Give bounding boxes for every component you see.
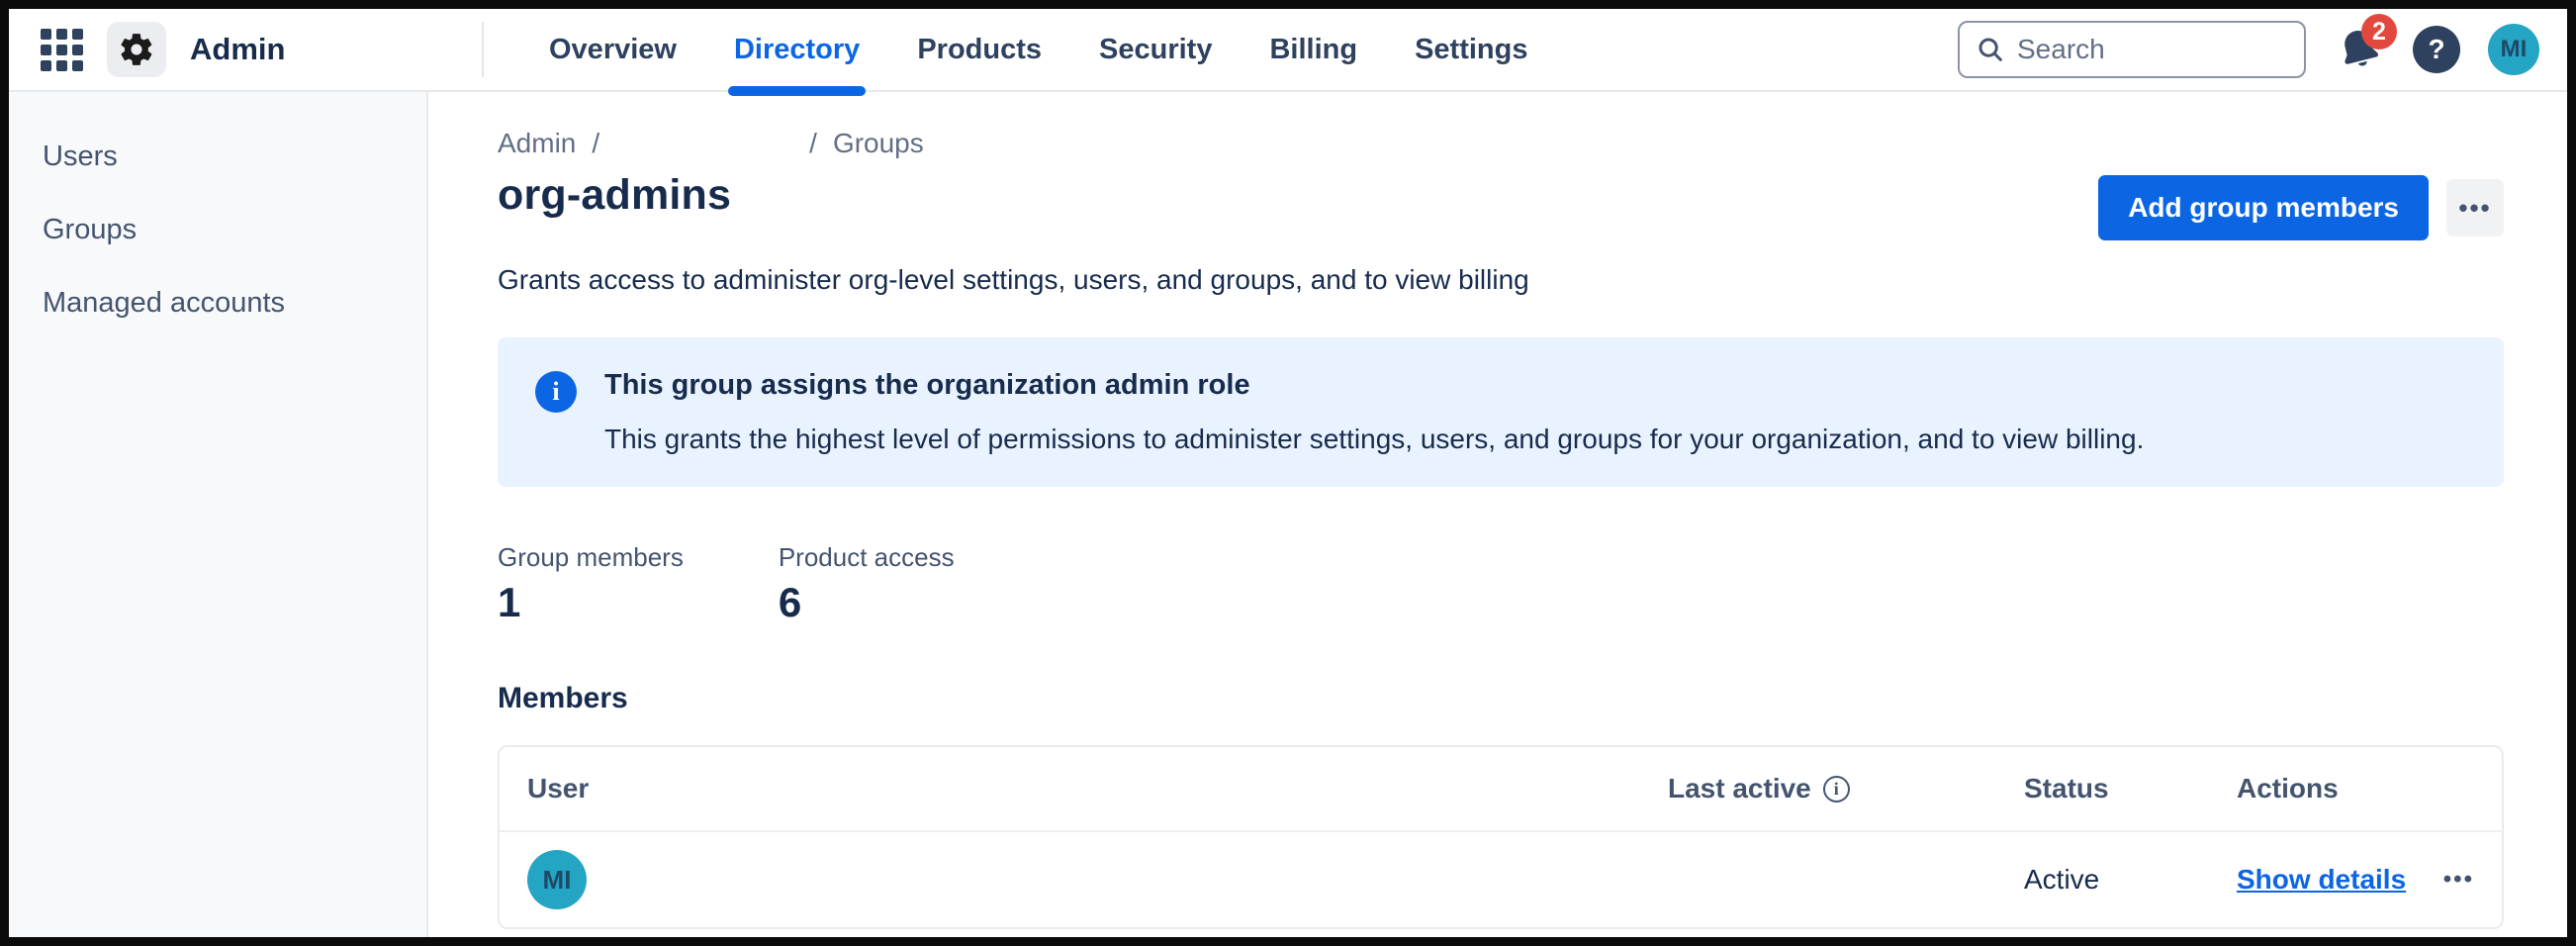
tab-settings[interactable]: Settings: [1415, 33, 1528, 65]
tab-products[interactable]: Products: [917, 33, 1042, 65]
column-header-label: Last active: [1668, 773, 1811, 804]
member-status-cell: [2024, 864, 2237, 896]
column-header-actions: [2237, 773, 2474, 804]
top-header: [9, 9, 2567, 92]
status-badge: Active: [2024, 864, 2100, 895]
table-row: [500, 832, 2502, 927]
help-button[interactable]: ?: [2413, 26, 2460, 73]
add-group-members-button[interactable]: Add group members: [2098, 175, 2429, 240]
header-actions: [1958, 17, 2567, 78]
tab-overview[interactable]: Overview: [549, 33, 677, 65]
sidebar-item-groups[interactable]: Groups: [43, 213, 138, 245]
search-input[interactable]: [2017, 34, 2288, 65]
table-header-row: [500, 747, 2502, 832]
page-title: org-admins: [498, 171, 732, 219]
stat-value: 6: [778, 579, 802, 625]
row-more-actions-button[interactable]: •••: [2442, 866, 2474, 893]
group-stats: [498, 542, 2504, 626]
stat-label: Product access: [778, 542, 955, 572]
header-brand-area: [9, 22, 482, 77]
notification-count-badge: 2: [2361, 14, 2397, 49]
member-avatar: MI: [527, 850, 587, 909]
stat-value: 1: [498, 579, 521, 625]
gear-icon: [118, 31, 155, 68]
group-more-actions-button[interactable]: •••: [2446, 179, 2504, 236]
header-divider: [482, 22, 484, 77]
notifications-button[interactable]: [2334, 17, 2386, 75]
tab-directory[interactable]: Directory: [734, 9, 860, 90]
show-details-link[interactable]: Show details: [2237, 864, 2407, 895]
sidebar-item-managed-accounts[interactable]: Managed accounts: [43, 286, 286, 319]
member-actions-cell: [2237, 864, 2474, 896]
breadcrumb-admin[interactable]: Admin: [498, 128, 577, 158]
stat-group-members: [498, 542, 684, 626]
stat-label: Group members: [498, 542, 684, 572]
members-table: [498, 745, 2504, 929]
member-user-cell: [527, 850, 1668, 909]
banner-body: This grants the highest level of permissions to administer settings, users, and groups for your organization, and to view billing.: [604, 424, 2145, 454]
user-avatar[interactable]: MI: [2488, 24, 2539, 75]
column-header-last-active: [1668, 773, 2024, 804]
tab-security[interactable]: Security: [1099, 33, 1213, 65]
main-content: [428, 92, 2567, 937]
sidebar: [9, 92, 428, 937]
search-box[interactable]: [1958, 21, 2306, 78]
info-banner: [498, 337, 2504, 487]
primary-nav: [549, 9, 1527, 90]
stat-product-access: [779, 542, 955, 626]
members-heading: Members: [498, 682, 628, 714]
sidebar-item-users[interactable]: Users: [43, 140, 118, 172]
tab-billing[interactable]: Billing: [1269, 33, 1358, 65]
search-icon: [1976, 35, 2005, 64]
column-header-status: Status: [2024, 773, 2109, 804]
breadcrumb: [498, 128, 2504, 159]
group-description: Grants access to administer org-level settings, users, and groups, and to view billing: [498, 264, 1529, 295]
last-active-info-icon[interactable]: i: [1823, 776, 1850, 803]
breadcrumb-groups[interactable]: Groups: [832, 128, 924, 158]
banner-title: This group assigns the organization admin role: [604, 369, 1250, 401]
info-icon: i: [535, 371, 577, 413]
app-title: Admin: [190, 32, 286, 66]
column-header-label: Actions: [2237, 773, 2339, 804]
breadcrumb-separator: /: [592, 128, 600, 158]
breadcrumb-separator: /: [809, 128, 817, 158]
column-header-user: User: [527, 773, 590, 804]
app-switcher-icon[interactable]: [41, 29, 83, 71]
admin-gear-logo: [107, 22, 166, 77]
